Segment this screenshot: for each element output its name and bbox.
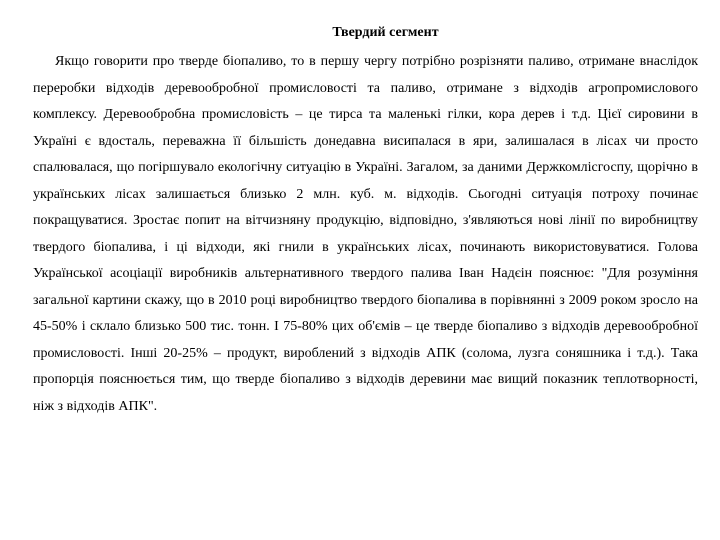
body-paragraph: Якщо говорити про тверде біопаливо, то в першу чергу потрібно розрізняти паливо, отримане внаслідок переробки відходів деревообробної промисловості та паливо, отримане з відходів агропромислового комплексу. Деревообробна промисловість – це тирса та маленькі гілки, кора дерев і т.д. Цієї сировини в Україні є вдосталь, переважна її більшість донедавна висипалася в яри, залишалася в лісах чи просто спалювалася, що погіршувало екологічну ситуацію в Україні. Загалом, за даними Держкомлісгоспу, щорічно в українських лісах залишається близько 2 млн. куб. м. відходів. Сьогодні ситуація потроху починає покращуватися. Зростає попит на вітчизняну продукцію, відповідно, з'являються нові лінії по виробництву твердого біопалива, і ці відходи, які гнили в українських лісах, починають використовуватися. Голова Української асоціації виробників альтернативного твердого палива Іван Надєін пояснює: "Для розуміння загальної картини скажу, що в 2010 році виробництво твердого біопалива в порівнянні з 2009 роком зросло на 45-50% і склало близько 500 тис. тонн. І 75-80% цих об'ємів – це тверде біопаливо з відходів деревообробної промисловості. Інші 20-25% – продукт, вироблений з відходів АПК (солома, лузга соняшника і т.д.). Така пропорція пояснюється тим, що тверде біопаливо з відходів деревини має вищий показник теплотворності, ніж з відходів АПК". — [33, 54, 698, 414]
section-title: Твердий сегмент — [332, 25, 439, 40]
